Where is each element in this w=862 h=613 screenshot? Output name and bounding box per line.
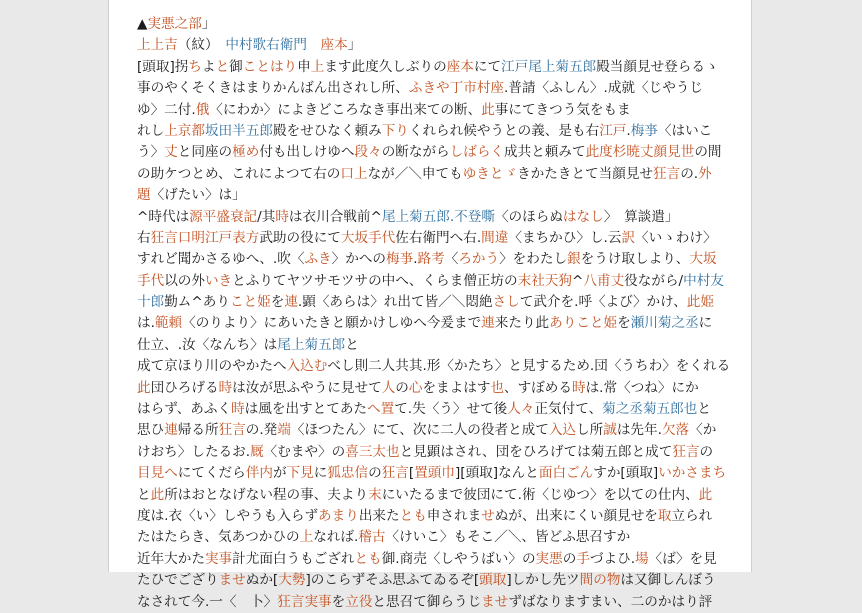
text-segment: たはたらき、気あつかひの bbox=[137, 529, 300, 546]
text-segment: 所はおとなげない程の事、夫より bbox=[164, 486, 369, 503]
text-segment: 申 bbox=[297, 58, 311, 75]
text-segment: 〉をわたし bbox=[499, 251, 568, 268]
highlighted-text: 俄 bbox=[195, 101, 210, 118]
highlighted-text: と bbox=[215, 58, 230, 75]
text-segment: ][頭取]なんと bbox=[454, 465, 539, 482]
highlighted-text: 極め bbox=[232, 144, 260, 161]
text-segment: 〈けいこ〉もそこ／＼、皆どふ思召すか bbox=[385, 529, 631, 546]
highlighted-text: 頭取 bbox=[479, 572, 507, 589]
text-segment: をまよはす bbox=[422, 379, 491, 396]
highlighted-text: 入込む bbox=[286, 358, 328, 375]
highlighted-text: 也 bbox=[490, 379, 505, 396]
highlighted-text: ふき bbox=[304, 251, 332, 268]
highlighted-text: 狐忠信 bbox=[327, 465, 369, 482]
text-segment: 出来た bbox=[358, 507, 400, 524]
highlighted-text: 稽古 bbox=[358, 529, 386, 546]
highlighted-text: 段々 bbox=[354, 144, 382, 161]
text-segment: ぬが、出来にくい顔見せを bbox=[494, 507, 658, 524]
name-link: 菊之丞菊五郎也 bbox=[602, 401, 698, 418]
text-segment: [ bbox=[408, 465, 415, 482]
text-segment: と同座の bbox=[177, 144, 233, 161]
text-segment: 〈のほらぬ bbox=[494, 208, 563, 225]
text-segment: 役ながら/ bbox=[624, 272, 684, 289]
highlighted-text: 連 bbox=[164, 422, 178, 439]
highlighted-text: 立役 bbox=[345, 593, 373, 610]
highlighted-text: 手代 bbox=[137, 272, 165, 289]
highlighted-text: 梅亊 bbox=[386, 251, 414, 268]
text-segment: 」 bbox=[347, 37, 362, 54]
text-segment: に bbox=[698, 315, 713, 332]
text-segment: 度は.衣〈い〉しやうも入らず bbox=[137, 507, 319, 524]
highlighted-text: 人 bbox=[381, 379, 396, 396]
highlighted-text: ふきや丁市村座 bbox=[408, 80, 505, 97]
text-segment: ^ bbox=[572, 272, 584, 289]
text-line bbox=[137, 335, 733, 356]
text-segment: ます此度久しぶりの bbox=[324, 58, 447, 75]
text-segment: 御 bbox=[229, 58, 243, 75]
highlighted-text: 端 bbox=[277, 422, 291, 439]
highlighted-text: とも bbox=[354, 550, 382, 567]
highlighted-text: ゆきとゞ bbox=[462, 165, 518, 182]
text-line bbox=[137, 57, 733, 78]
text-line bbox=[137, 292, 733, 313]
highlighted-text: 狂言 bbox=[381, 465, 409, 482]
text-segment: の bbox=[699, 443, 714, 460]
text-segment: は衣川合戦前^ bbox=[288, 208, 382, 225]
text-segment: 仕立、.汝〈なんち〉は bbox=[137, 336, 278, 353]
text-segment: 団ひろげる bbox=[150, 379, 219, 396]
text-segment: を bbox=[331, 593, 346, 610]
highlighted-text: ち bbox=[188, 58, 202, 75]
highlighted-text: せ bbox=[481, 507, 495, 524]
text-segment: 〈むまや〉の bbox=[263, 443, 346, 460]
text-segment: と bbox=[697, 401, 711, 418]
text-segment: ▲ bbox=[137, 16, 148, 32]
name-link: 十郎 bbox=[137, 294, 165, 311]
highlighted-text: 入込 bbox=[548, 422, 577, 439]
text-segment: 〉かへの bbox=[331, 251, 387, 268]
text-segment: よ bbox=[201, 58, 216, 75]
highlighted-text: 誠 bbox=[603, 422, 617, 439]
text-segment: は.常〈つね〉にか bbox=[585, 379, 699, 396]
text-segment: を bbox=[617, 315, 631, 332]
highlighted-text: 上京都 bbox=[164, 122, 205, 139]
highlighted-text: 大勢 bbox=[278, 572, 306, 589]
text-line bbox=[137, 164, 733, 185]
text-segment: なれば. bbox=[313, 529, 359, 546]
document-page bbox=[108, 0, 752, 610]
highlighted-text: いかさまち bbox=[658, 465, 727, 482]
highlighted-text: こと姫 bbox=[576, 315, 618, 332]
highlighted-text: 目見へ bbox=[137, 465, 178, 482]
highlighted-text: 狂言口明江戸表方 bbox=[150, 229, 260, 246]
text-segment: の助ケつとめ、これによつて右の bbox=[137, 165, 341, 182]
text-segment: に bbox=[313, 465, 328, 482]
text-segment: の断ながら bbox=[381, 144, 450, 161]
text-segment: 〈ば〉を見 bbox=[648, 550, 717, 567]
highlighted-text: 厩 bbox=[250, 443, 264, 460]
highlighted-text: 狂言 bbox=[653, 165, 681, 182]
text-segment: をうけ取しより、 bbox=[580, 251, 690, 268]
text-line bbox=[137, 228, 733, 249]
text-line bbox=[137, 570, 733, 591]
highlighted-text: 時 bbox=[231, 401, 245, 418]
text-segment: と bbox=[137, 486, 151, 503]
highlighted-text: 八甫丈 bbox=[583, 272, 625, 289]
highlighted-text: 狂言 bbox=[218, 422, 246, 439]
text-segment: ]のこらずそふ思ふてゐるぞ[ bbox=[305, 572, 480, 589]
text-segment: し所 bbox=[576, 422, 604, 439]
highlighted-text: ませ bbox=[481, 593, 509, 610]
text-segment: て武介を.呼〈よび〉かけ、 bbox=[519, 294, 687, 311]
text-segment: にいたるまで彼団にて.術〈じゆつ〉を以ての仕内、 bbox=[381, 486, 699, 503]
highlighted-text: 人々 bbox=[507, 401, 535, 418]
text-segment: ゆ〉二付. bbox=[137, 101, 196, 118]
highlighted-text: 欠落 bbox=[661, 422, 690, 439]
text-segment: .顕〈あらは〉れ出て皆／＼悶絶 bbox=[297, 294, 493, 311]
text-segment: たひでござり bbox=[137, 572, 219, 589]
text-segment: は先年. bbox=[616, 422, 662, 439]
text-segment bbox=[307, 37, 321, 53]
highlighted-text: 狂言 bbox=[672, 443, 700, 460]
name-link: 坂田半五郎 bbox=[204, 122, 273, 139]
text-segment: 〈いゝわけ〉 bbox=[635, 229, 717, 246]
text-segment: と思召て御らうじ bbox=[372, 593, 482, 610]
highlighted-text: 題 bbox=[137, 187, 151, 204]
highlighted-text: 実悪之部 bbox=[147, 16, 202, 32]
text-segment: 御.商売〈しやうばい〉の bbox=[381, 550, 536, 567]
text-segment: 〈のりより〉にあいたきと願かけしゆへ今爰まで bbox=[182, 315, 482, 332]
text-segment: 〈ほつたん〉にて、次に二人の役者と成て bbox=[290, 422, 549, 439]
text-segment: 成て京ほり川のやかたへ bbox=[137, 358, 287, 375]
highlighted-text: 末 bbox=[368, 486, 382, 503]
text-line bbox=[137, 121, 733, 142]
highlighted-text: 此 bbox=[481, 101, 495, 118]
highlighted-text: ごん bbox=[566, 465, 594, 482]
text-line bbox=[137, 356, 733, 377]
text-segment: 〈げたい〉は」 bbox=[150, 187, 246, 204]
text-segment: すれど聞かさるゆへ、.吹〈 bbox=[137, 251, 305, 268]
highlighted-text: いき bbox=[204, 272, 233, 289]
text-line bbox=[137, 420, 733, 441]
name-link: 梅亊 bbox=[630, 122, 658, 139]
name-link: 尾上菊五郎 bbox=[277, 336, 346, 353]
highlighted-text: 大坂 bbox=[689, 251, 717, 268]
text-segment: の.発 bbox=[245, 422, 278, 439]
text-segment: う〉 bbox=[137, 144, 165, 161]
text-segment: は又御しんぼう bbox=[620, 572, 716, 589]
text-line bbox=[137, 142, 733, 163]
text-line bbox=[137, 207, 733, 228]
text-segment: 〉 算談遣」 bbox=[603, 208, 679, 225]
text-segment: 〈 bbox=[444, 251, 459, 268]
highlighted-text: 江戸 bbox=[599, 122, 627, 139]
text-segment: 〈まちかひ〉し.云 bbox=[508, 229, 622, 246]
text-segment: の間 bbox=[694, 144, 722, 161]
text-segment: て.失〈う〉せて後 bbox=[394, 401, 508, 418]
highlighted-text: 実事 bbox=[204, 550, 233, 567]
highlighted-text: 口上 bbox=[340, 165, 368, 182]
highlighted-text: 時 bbox=[275, 208, 289, 225]
text-segment: 殿をせひなく頼み bbox=[272, 122, 382, 139]
text-segment: 勤ム^あり bbox=[164, 294, 230, 311]
text-segment: と見顕はされ、団をひろげては菊五郎と成て bbox=[399, 443, 673, 460]
text-line bbox=[137, 100, 733, 121]
text-segment: にて bbox=[473, 58, 502, 75]
text-segment: ぬか[ bbox=[245, 572, 279, 589]
text-segment: 佐右衛門へ右. bbox=[395, 229, 482, 246]
highlighted-text: 此姫 bbox=[686, 294, 714, 311]
text-segment: 、すぼめる bbox=[504, 379, 572, 396]
highlighted-text: 伴内 bbox=[245, 465, 273, 482]
highlighted-text: さし bbox=[492, 294, 520, 311]
text-segment: 立られ bbox=[671, 507, 713, 524]
highlighted-text: 此 bbox=[150, 486, 165, 503]
text-segment: 〈はいこ bbox=[657, 122, 713, 139]
highlighted-text: 上上吉 bbox=[137, 37, 178, 54]
highlighted-text: 末社天狗 bbox=[517, 272, 572, 289]
name-link: 江戸 bbox=[501, 58, 529, 75]
text-segment: 近年大かた bbox=[137, 550, 205, 567]
highlighted-text: しばらく bbox=[449, 144, 505, 161]
highlighted-text: 座本 bbox=[446, 58, 474, 75]
text-segment: にてくだら bbox=[177, 465, 246, 482]
text-segment: は風を出すとてあた bbox=[244, 401, 368, 418]
highlighted-text: 範頼 bbox=[154, 315, 183, 332]
text-segment: が bbox=[272, 465, 287, 482]
highlighted-text: 此 bbox=[698, 486, 713, 503]
highlighted-text: 手 bbox=[576, 550, 590, 567]
highlighted-text: へ bbox=[367, 401, 381, 418]
text-segment: ずばなりますまい、二のかはり評 bbox=[508, 593, 713, 610]
name-link: 中村歌右衛門 bbox=[211, 37, 307, 54]
text-segment: /其 bbox=[257, 208, 276, 225]
text-segment: 事にてきつう気をもま bbox=[494, 101, 631, 118]
text-line bbox=[137, 399, 733, 420]
text-segment: 」 bbox=[201, 16, 216, 32]
name-link: 尾上菊五郎.不登嘶 bbox=[381, 208, 495, 225]
highlighted-text: はなし bbox=[562, 208, 604, 225]
highlighted-text: 間の物 bbox=[579, 572, 621, 589]
text-line bbox=[137, 271, 733, 292]
highlighted-text: 置 bbox=[380, 401, 395, 418]
text-line bbox=[137, 506, 733, 527]
text-segment: . bbox=[413, 251, 418, 268]
highlighted-text: 場 bbox=[635, 550, 649, 567]
text-segment: とふりてヤツサモツサの中へ、くらま僧正坊の bbox=[232, 272, 518, 289]
highlighted-text: 此 bbox=[137, 379, 151, 396]
highlighted-text: 心 bbox=[408, 379, 423, 396]
text-segment: なされて今.一〈 卜〉 bbox=[137, 593, 278, 610]
highlighted-text: 取 bbox=[657, 507, 672, 524]
text-segment: けおち〉したるお. bbox=[137, 443, 251, 460]
text-segment: の. bbox=[680, 165, 699, 182]
highlighted-text: ことはり bbox=[242, 58, 298, 75]
text-segment: . bbox=[626, 122, 631, 139]
text-line bbox=[137, 249, 733, 270]
text-segment: 計尤面白うもござれ bbox=[232, 550, 355, 567]
highlighted-text: 時 bbox=[218, 379, 233, 396]
highlighted-text: 下見 bbox=[286, 465, 314, 482]
text-segment: 正気付て、 bbox=[534, 401, 603, 418]
text-segment: すか[頭取] bbox=[593, 465, 659, 482]
text-segment: 思ひ bbox=[137, 422, 165, 439]
highlighted-text: 座本 bbox=[320, 37, 348, 54]
name-link: 尾上菊五郎 bbox=[528, 58, 597, 75]
text-line bbox=[137, 592, 733, 613]
text-segment: ]しかし先ツ bbox=[506, 572, 580, 589]
text-segment: 成共と頼みて bbox=[504, 144, 586, 161]
document-text bbox=[137, 14, 733, 613]
highlighted-text: あり bbox=[549, 315, 577, 332]
highlighted-text: 下り bbox=[381, 122, 409, 139]
highlighted-text: 連 bbox=[284, 294, 298, 311]
highlighted-text: 置頭巾 bbox=[414, 465, 455, 482]
text-line bbox=[137, 78, 733, 99]
text-segment: は. bbox=[137, 315, 155, 332]
text-segment: 来たり此 bbox=[494, 315, 550, 332]
highlighted-text: こと姫 bbox=[229, 294, 271, 311]
highlighted-text: 実悪 bbox=[535, 550, 563, 567]
text-line bbox=[137, 463, 733, 484]
text-line bbox=[137, 14, 733, 35]
highlighted-text: 大坂手代 bbox=[340, 229, 396, 246]
text-line bbox=[137, 185, 733, 206]
highlighted-text: ろかう bbox=[458, 251, 500, 268]
highlighted-text: あまり bbox=[318, 507, 359, 524]
text-line bbox=[137, 527, 733, 548]
highlighted-text: 狂言実事 bbox=[277, 593, 332, 610]
text-segment: 事のやくそくきはまりかんばん出されし所、 bbox=[137, 80, 409, 97]
text-segment: 付も出しけゆへ bbox=[259, 144, 355, 161]
text-segment: と bbox=[345, 336, 359, 353]
text-segment: の bbox=[395, 379, 409, 396]
highlighted-text: 外 bbox=[698, 165, 712, 182]
name-link: 瀬川菊之丞 bbox=[630, 315, 699, 332]
highlighted-text: 此度杉暁丈顔見世 bbox=[585, 144, 695, 161]
text-line bbox=[137, 485, 733, 506]
text-segment: 以の外 bbox=[164, 272, 205, 289]
highlighted-text: 路考 bbox=[417, 251, 445, 268]
highlighted-text: 丈 bbox=[164, 144, 178, 161]
text-segment: べし則二人共其.形〈かたち〉と見するため.団〈うちわ〉をくれる bbox=[327, 358, 731, 375]
text-line bbox=[137, 549, 733, 570]
highlighted-text: 源平盛衰記 bbox=[189, 208, 258, 225]
text-segment: 右 bbox=[137, 229, 151, 246]
highlighted-text: 連 bbox=[481, 315, 495, 332]
text-segment: 〈にわか〉によきどころなき事出来ての断、 bbox=[209, 101, 482, 118]
text-segment: の bbox=[368, 465, 382, 482]
highlighted-text: 間違 bbox=[481, 229, 509, 246]
text-segment: きかたきとて当顔見せ bbox=[517, 165, 654, 182]
text-segment: 申されま bbox=[426, 507, 482, 524]
highlighted-text: ませ bbox=[218, 572, 246, 589]
highlighted-text: 銀 bbox=[567, 251, 581, 268]
text-line bbox=[137, 442, 733, 463]
text-segment: れし bbox=[137, 122, 165, 139]
text-line bbox=[137, 35, 733, 56]
highlighted-text: 面白 bbox=[538, 465, 567, 482]
highlighted-text: 喜三太也 bbox=[345, 443, 400, 460]
text-segment: ^時代は bbox=[137, 208, 190, 225]
highlighted-text: 時 bbox=[572, 379, 586, 396]
text-segment: はらず、あふく bbox=[137, 401, 232, 418]
text-segment: .普請〈ふしん〉.成就〈じやうじ bbox=[504, 80, 703, 97]
text-segment: 武助の役にて bbox=[259, 229, 341, 246]
text-segment: の bbox=[562, 550, 577, 567]
text-line bbox=[137, 313, 733, 334]
highlighted-text: 上 bbox=[299, 529, 314, 546]
text-segment: づよひ. bbox=[589, 550, 636, 567]
text-segment: （紋） bbox=[177, 37, 212, 54]
text-segment: を bbox=[270, 294, 285, 311]
text-segment: は汝が思ふやうに見せて bbox=[232, 379, 382, 396]
text-segment: 帰る所 bbox=[177, 422, 219, 439]
name-link: 中村友 bbox=[683, 272, 724, 289]
text-segment: なが／＼申ても bbox=[367, 165, 463, 182]
highlighted-text: 訳 bbox=[621, 229, 636, 246]
text-line bbox=[137, 378, 733, 399]
text-segment: 殿当顔見せ登らるゝ bbox=[596, 58, 719, 75]
highlighted-text: とも bbox=[399, 507, 427, 524]
text-segment: 〈か bbox=[689, 422, 717, 439]
highlighted-text: 上 bbox=[310, 58, 325, 75]
text-segment: くれられ候やうとの義、是も右 bbox=[408, 122, 600, 139]
text-segment: [頭取]拐 bbox=[137, 58, 189, 75]
